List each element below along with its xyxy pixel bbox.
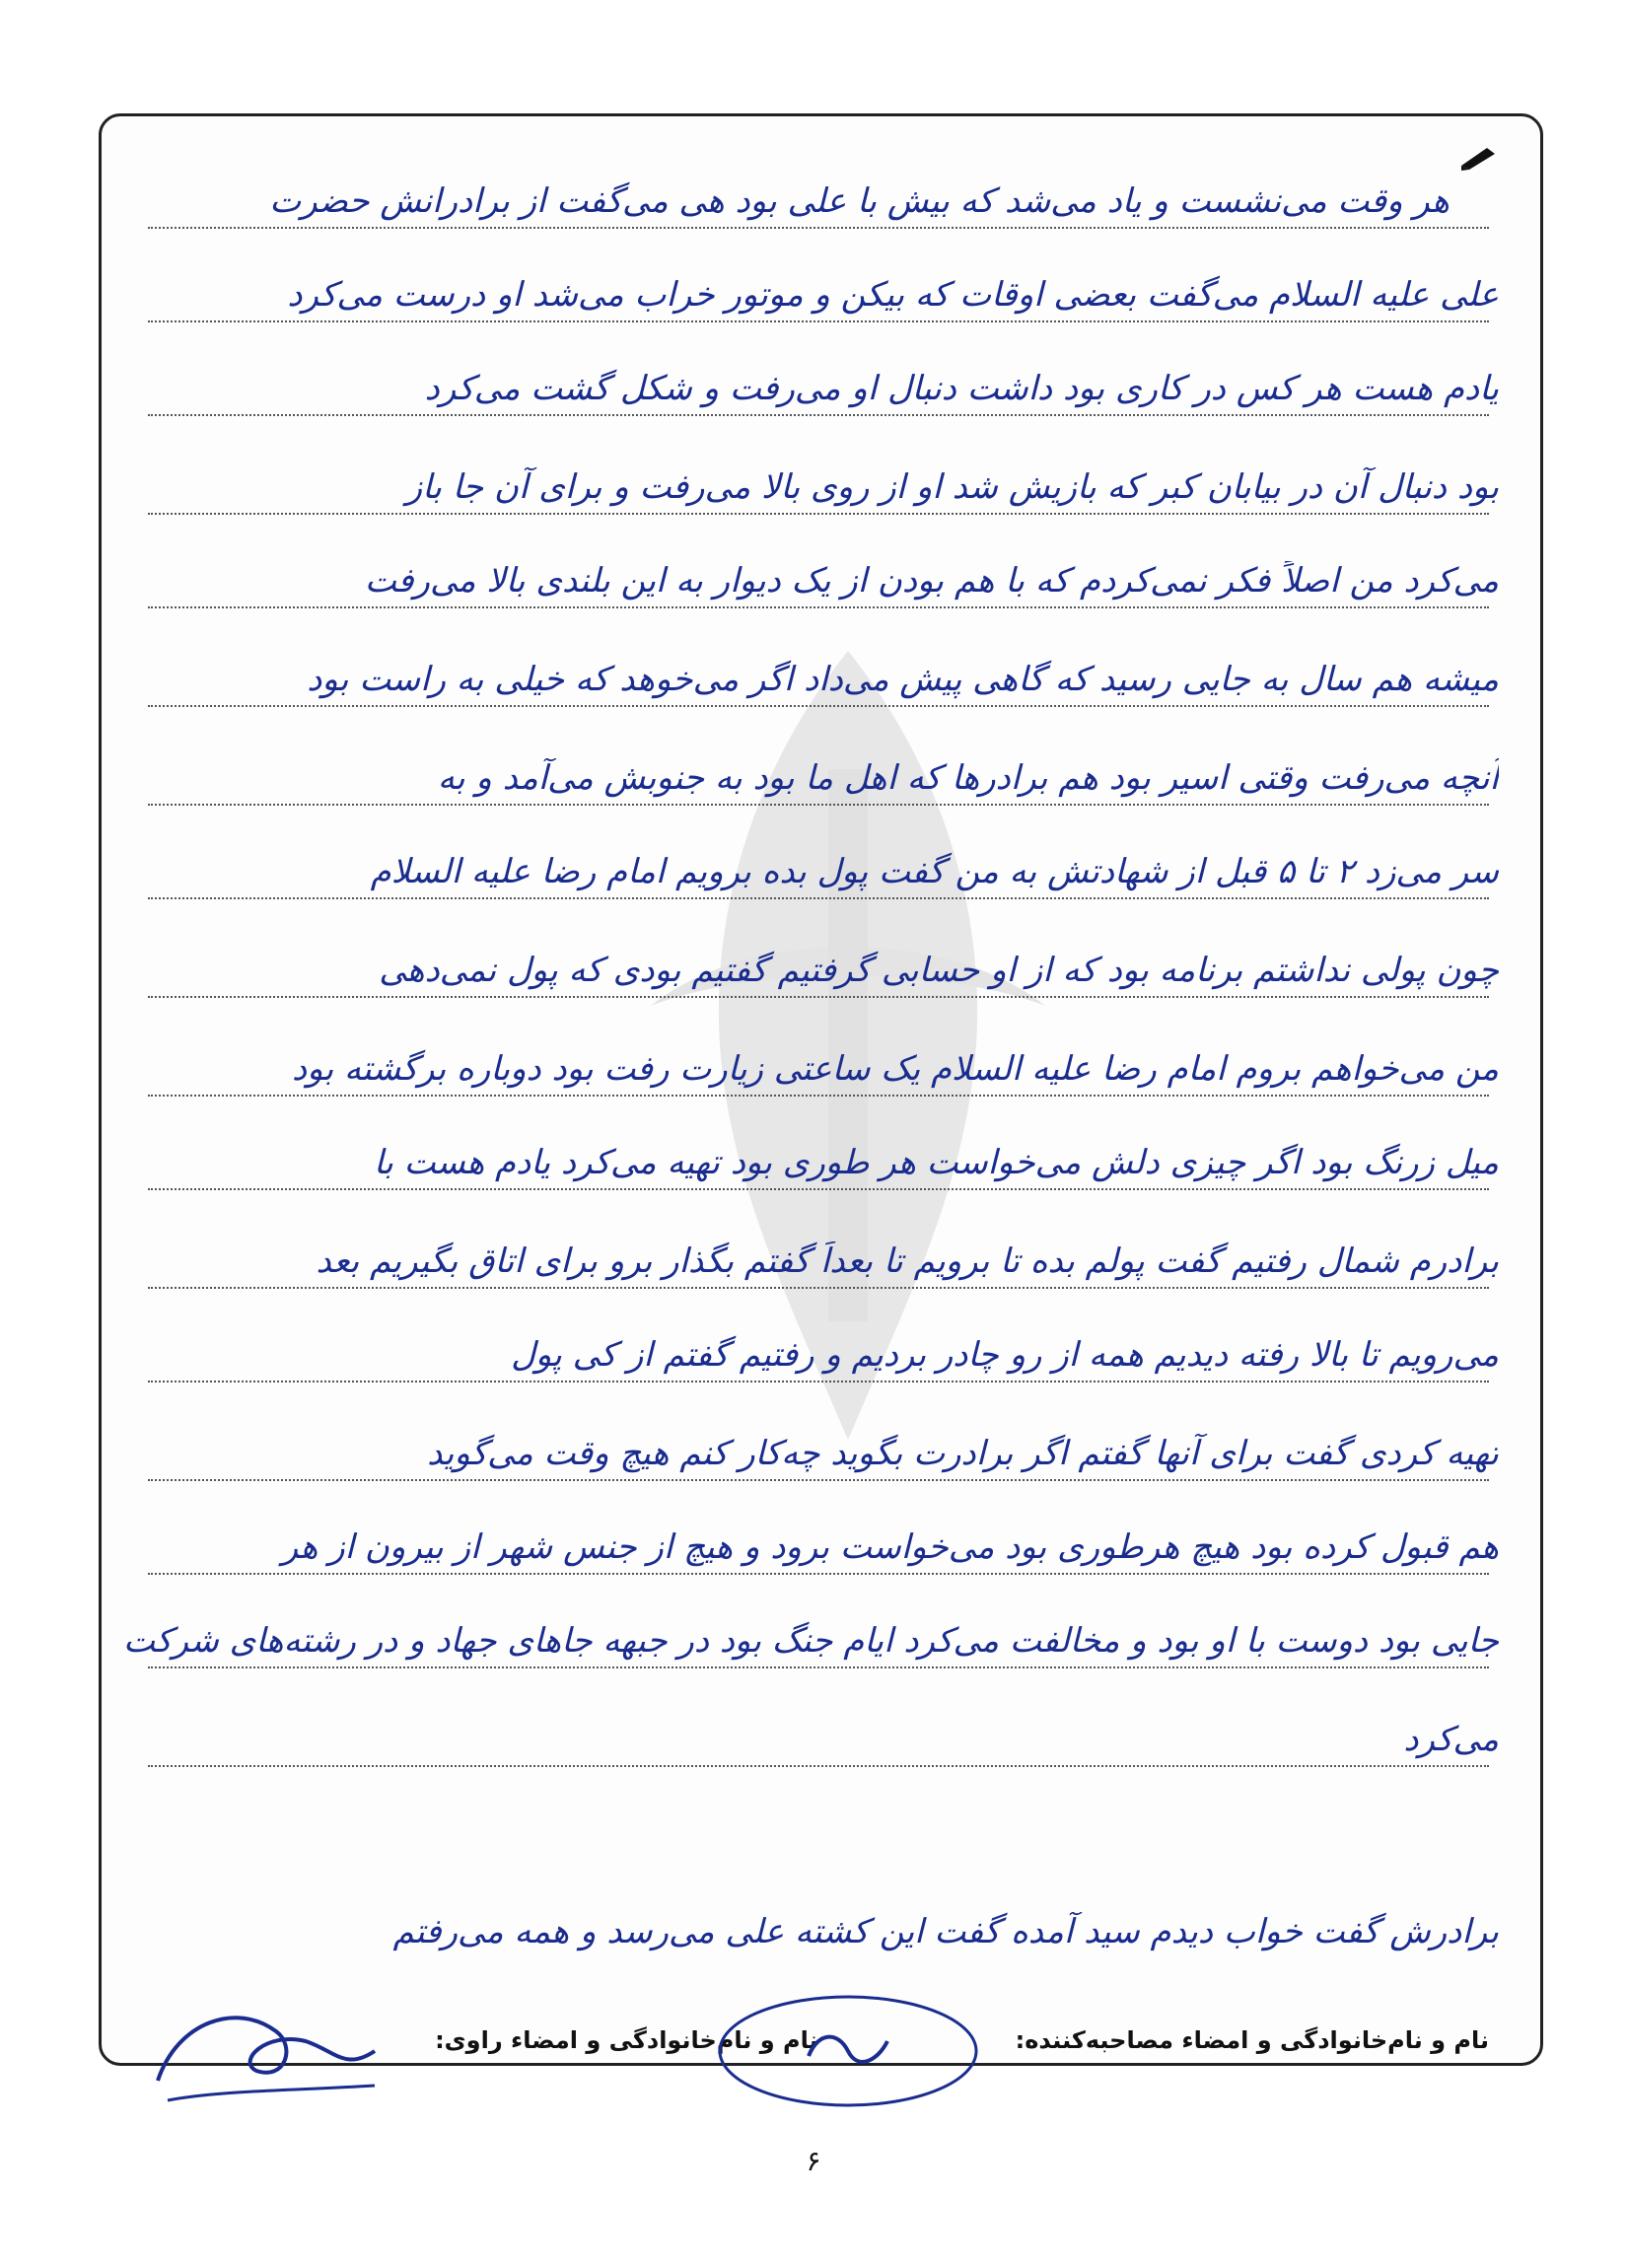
handwritten-line bbox=[118, 434, 1499, 523]
handwritten-line bbox=[118, 1494, 1499, 1583]
handwritten-line bbox=[118, 917, 1499, 1006]
handwritten-line bbox=[118, 1109, 1499, 1198]
line-text: می‌کرد bbox=[1403, 1720, 1499, 1759]
line-text: یادم هست هر کس در کاری بود داشت دنبال او می‌رفت و شکل گشت می‌کرد bbox=[424, 369, 1499, 408]
handwritten-line bbox=[118, 1208, 1499, 1297]
handwritten-line bbox=[118, 1016, 1499, 1104]
line-text: چون پولی نداشتم برنامه بود که از او حسابی گرفتیم گفتیم بودی که پول نمی‌دهی bbox=[379, 951, 1499, 990]
handwritten-line bbox=[118, 626, 1499, 715]
handwritten-line bbox=[118, 1400, 1499, 1489]
handwritten-line bbox=[118, 335, 1499, 424]
page-number: ۶ bbox=[806, 2145, 821, 2177]
line-text: می‌کرد من اصلاً فکر نمی‌کردم که با هم بودن از یک دیوار به این بلندی بالا می‌رفت bbox=[364, 561, 1499, 601]
handwritten-line bbox=[118, 1878, 1499, 1967]
interviewer-label: نام و نام‌خانوادگی و امضاء مصاحبه‌کننده: bbox=[1015, 2026, 1489, 2054]
line-text: من می‌خواهم بروم امام رضا علیه السلام یک ساعتی زیارت رفت بود دوباره برگشته بود bbox=[292, 1049, 1499, 1089]
handwritten-line bbox=[118, 725, 1499, 814]
handwritten-line bbox=[118, 1588, 1499, 1676]
handwritten-line bbox=[118, 148, 1499, 237]
line-text: میل زرنگ بود اگر چیزی دلش می‌خواست هر طوری بود تهیه می‌کرد یادم هست با bbox=[373, 1143, 1499, 1182]
line-text: تهیه کردی گفت برای آنها گفتم اگر برادرت بگوید چه‌کار کنم هیچ وقت می‌گوید bbox=[427, 1434, 1499, 1473]
line-text: سر می‌زد ۲ تا ۵ قبل از شهادتش به من گفت پول بده برویم امام رضا علیه السلام bbox=[370, 852, 1499, 891]
line-text: میشه هم سال به جایی رسید که گاهی پیش می‌داد اگر می‌خوهد که خیلی به راست بود bbox=[307, 660, 1499, 699]
line-text: علی علیه السلام می‌گفت بعضی اوقات که بیکن و موتور خراب می‌شد او درست می‌کرد bbox=[287, 275, 1499, 315]
handwritten-line bbox=[118, 242, 1499, 330]
handwritten-line bbox=[118, 1302, 1499, 1390]
line-text: بود دنبال آن در بیابان کبر که بازیش شد او از روی بالا می‌رفت و برای آن جا باز bbox=[405, 467, 1499, 507]
handwritten-line bbox=[118, 818, 1499, 907]
narrator-label: نام و نام‌خانوادگی و امضاء راوی: bbox=[435, 2026, 818, 2054]
line-text: هر وقت می‌نشست و یاد می‌شد که بیش با علی بود هی می‌گفت از برادرانش حضرت bbox=[269, 181, 1450, 221]
handwritten-line bbox=[118, 1686, 1499, 1775]
handwritten-line bbox=[118, 528, 1499, 616]
interviewer-signature-icon bbox=[710, 1982, 986, 2130]
line-text: هم قبول کرده بود هیچ هرطوری بود می‌خواست برود و هیچ از جنس شهر از بیرون از هر bbox=[281, 1527, 1499, 1567]
line-text: آنچه می‌رفت وقتی اسیر بود هم برادرها که اهل ما بود به جنوبش می‌آمد و به bbox=[437, 758, 1499, 798]
line-text: برادرش گفت خواب دیدم سید آمده گفت این کشته علی می‌رسد و همه می‌رفتم bbox=[392, 1912, 1499, 1951]
line-text: برادرم شمال رفتیم گفت پولم بده تا برویم تا بعداً گفتم بگذار برو برای اتاق بگیریم بعد bbox=[316, 1241, 1499, 1281]
line-text: می‌رویم تا بالا رفته دیدیم همه از رو چادر بردیم و رفتیم گفتم از کی پول bbox=[511, 1335, 1499, 1375]
pen-icon bbox=[1459, 144, 1499, 172]
line-text: جایی بود دوست با او بود و مخالفت می‌کرد ایام جنگ بود در جبهه جاهای جهاد و در رشته‌های شرکت bbox=[123, 1621, 1499, 1661]
narrator-signature-icon bbox=[138, 1992, 394, 2110]
